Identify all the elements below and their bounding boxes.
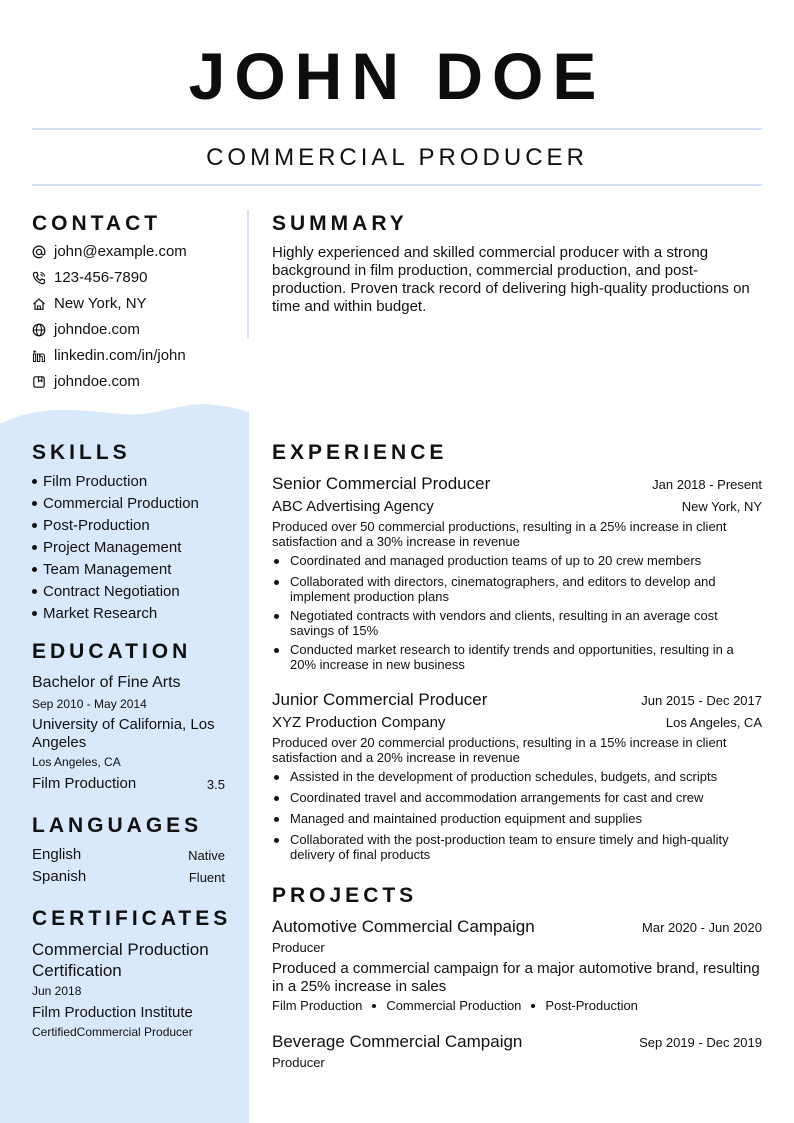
project-dates: Mar 2020 - Jun 2020 — [642, 920, 762, 935]
education-dates: Sep 2010 - May 2014 — [32, 697, 147, 711]
job-header — [272, 690, 762, 710]
job-bullet: Managed and maintained production equipment and supplies — [272, 811, 762, 826]
column-divider — [247, 210, 249, 338]
certificate-note: CertifiedCommercial Producer — [32, 1025, 193, 1039]
contact-portfolio-text: johndoe.com — [54, 373, 140, 390]
job-title: Senior Commercial Producer — [272, 474, 491, 493]
job-bullet: Conducted market research to identify trends and opportunities, resulting in a 20% increase in new business — [272, 642, 762, 672]
skill-item: Post-Production — [32, 517, 150, 535]
job-bullet: Coordinated and managed production teams of up to 20 crew members — [272, 553, 762, 568]
skill-item: Team Management — [32, 561, 171, 579]
job-dates: Jun 2015 - Dec 2017 — [641, 693, 762, 708]
projects-heading: PROJECTS — [272, 884, 418, 907]
certificate-issuer: Film Production Institute — [32, 1004, 193, 1021]
job-company: XYZ Production Company — [272, 714, 446, 731]
contact-phone[interactable] — [32, 267, 147, 289]
globe-icon — [32, 323, 46, 337]
project-tag: Film Production — [272, 998, 363, 1013]
job-bullet: Negotiated contracts with vendors and clients, resulting in an average cost savings of 15% — [272, 608, 762, 638]
job-location: Los Angeles, CA — [665, 715, 762, 730]
project-title: Beverage Commercial Campaign — [272, 1032, 523, 1051]
project-title: Automotive Commercial Campaign — [272, 917, 535, 936]
contact-linkedin-text: linkedin.com/in/john — [54, 347, 186, 364]
job-description: Produced over 50 commercial productions, resulting in a 25% increase in client satisfaction and a 30% increase in revenue — [272, 519, 727, 549]
contact-linkedin[interactable] — [32, 345, 186, 367]
education-field: Film Production — [32, 775, 137, 792]
education-degree: Bachelor of Fine Arts — [32, 674, 181, 691]
job-bullet: Collaborated with the post-production team to ensure timely and high-quality delivery of final products — [272, 832, 762, 862]
experience-heading: EXPERIENCE — [272, 441, 448, 464]
project-description: Produced a commercial campaign for a major automotive brand, resulting in a 25% increase in sales — [272, 960, 760, 995]
project-role: Producer — [272, 940, 325, 955]
job-company: ABC Advertising Agency — [272, 498, 434, 515]
contact-email-text: john@example.com — [54, 243, 187, 260]
contact-website[interactable] — [32, 319, 140, 341]
home-icon — [32, 297, 46, 311]
contact-website-text: johndoe.com — [54, 321, 140, 338]
job-bullet: Assisted in the development of production schedules, budgets, and scripts — [272, 769, 762, 784]
linkedin-icon — [32, 349, 46, 363]
skill-item: Project Management — [32, 539, 181, 557]
education-school: University of California, Los Angeles — [32, 716, 215, 751]
job-company-row — [272, 498, 762, 516]
summary-heading: SUMMARY — [272, 212, 408, 235]
at-icon — [32, 245, 46, 259]
summary-text: Highly experienced and skilled commercial producer with a strong background in film production, commercial production, and post-production. Proven track record of delivering high-quality productions on time and within budget. — [272, 244, 750, 315]
job-company-row — [272, 714, 762, 732]
skill-item: Market Research — [32, 605, 157, 623]
education-heading: EDUCATION — [32, 640, 192, 663]
contact-email[interactable] — [32, 241, 187, 263]
skill-item: Commercial Production — [32, 495, 199, 513]
job-description: Produced over 20 commercial productions, resulting in a 15% increase in client satisfaction and a 20% increase in revenue — [272, 735, 727, 765]
job-header — [272, 474, 762, 494]
candidate-name: JOHN DOE — [188, 39, 606, 113]
language-name: English — [32, 846, 82, 863]
project-tag: Post-Production — [545, 998, 638, 1013]
project-header — [272, 917, 762, 937]
contact-location-text: New York, NY — [54, 295, 147, 312]
job-bullet: Coordinated travel and accommodation arrangements for cast and crew — [272, 790, 762, 805]
certificates-heading: CERTIFICATES — [32, 907, 232, 930]
contact-phone-text: 123-456-7890 — [54, 269, 148, 286]
language-level: Native — [188, 848, 225, 863]
project-dates: Sep 2019 - Dec 2019 — [639, 1035, 762, 1050]
project-tag: Commercial Production — [386, 998, 522, 1013]
certificate-name: Commercial Production Certification — [32, 940, 209, 980]
job-bullet: Collaborated with directors, cinematographers, and editors to develop and implement production plans — [272, 574, 762, 604]
bookmark-icon — [32, 375, 46, 389]
project-tags — [272, 998, 638, 1014]
certificate-date: Jun 2018 — [32, 984, 82, 998]
phone-icon — [32, 271, 46, 285]
skills-heading: SKILLS — [32, 441, 131, 464]
language-name: Spanish — [32, 868, 87, 885]
languages-heading: LANGUAGES — [32, 814, 203, 837]
language-level: Fluent — [188, 870, 225, 885]
job-dates: Jan 2018 - Present — [652, 477, 762, 492]
contact-location — [32, 293, 147, 315]
project-header — [272, 1032, 762, 1052]
job-title: COMMERCIAL PRODUCER — [206, 144, 588, 171]
education-location: Los Angeles, CA — [32, 755, 121, 769]
contact-heading: CONTACT — [32, 212, 162, 235]
header-rule-top — [32, 128, 762, 130]
skill-item: Film Production — [32, 473, 147, 491]
contact-portfolio[interactable] — [32, 371, 140, 393]
skill-item: Contract Negotiation — [32, 583, 180, 601]
job-title: Junior Commercial Producer — [272, 690, 488, 709]
project-role: Producer — [272, 1055, 325, 1070]
header-rule-bottom — [32, 184, 762, 186]
education-gpa: 3.5 — [206, 777, 225, 792]
job-location: New York, NY — [681, 499, 762, 514]
